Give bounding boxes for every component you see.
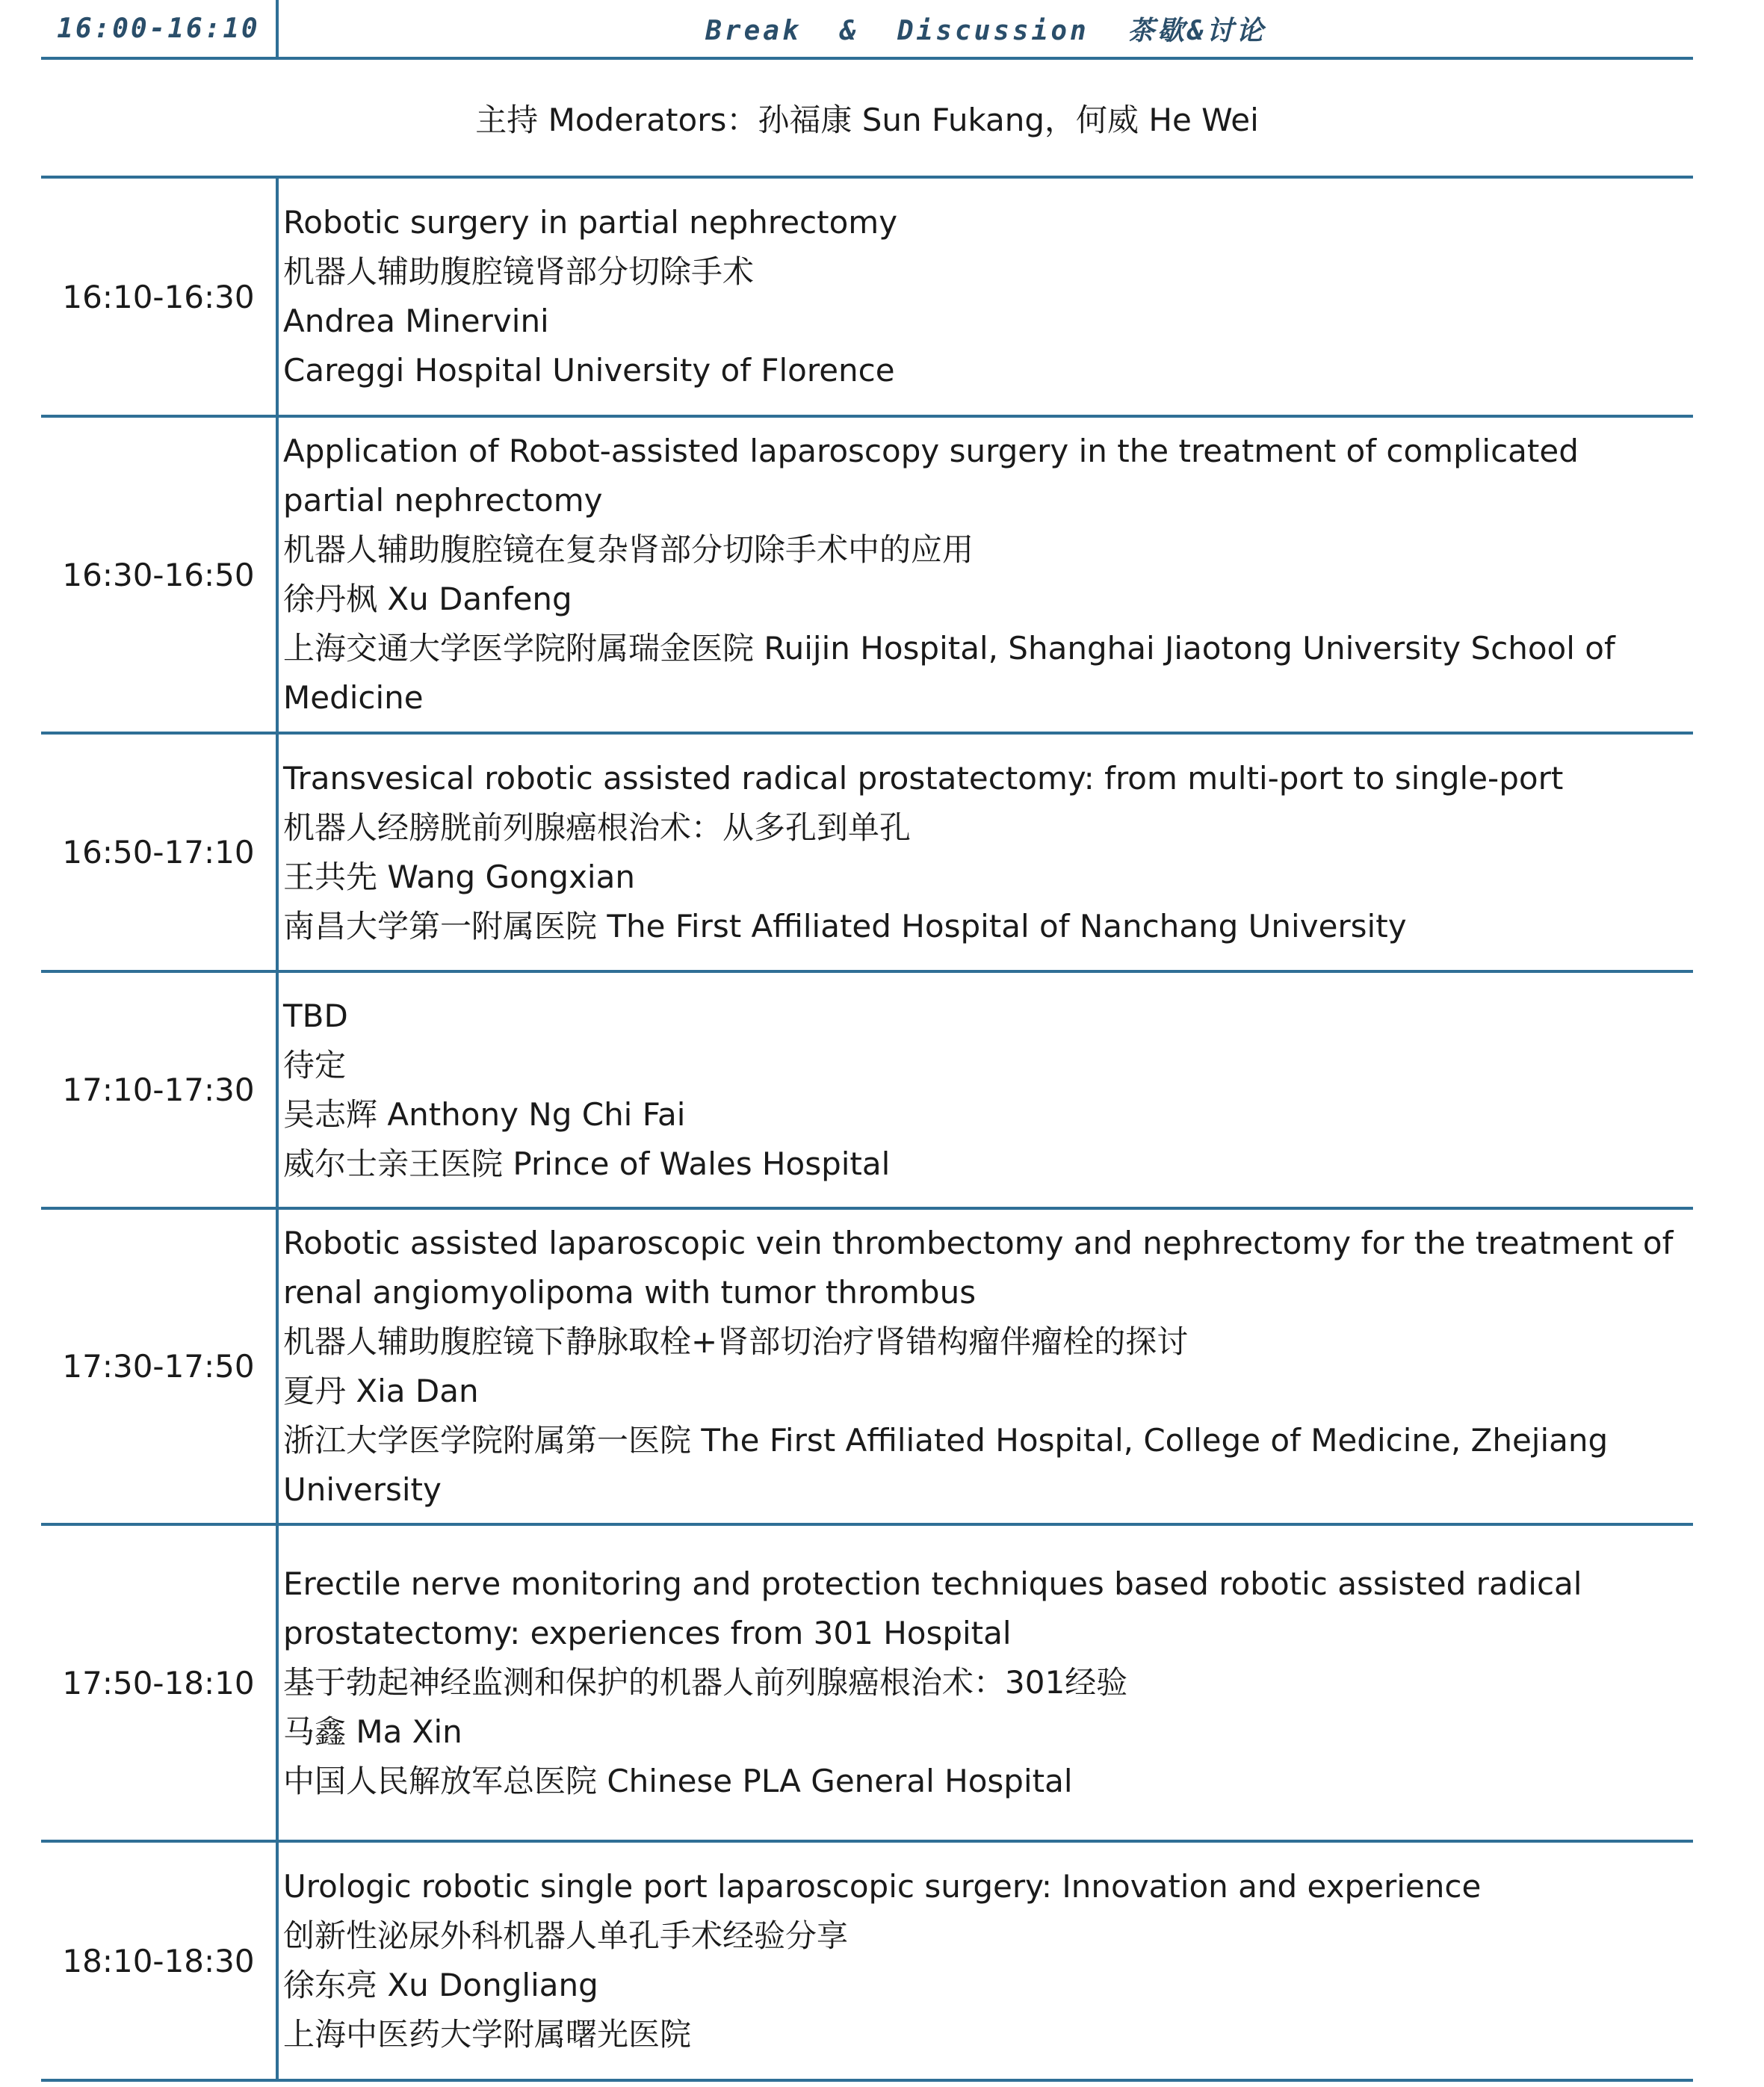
session-row xyxy=(41,179,1693,415)
session-title-cn: 创新性泌尿外科机器人单孔手术经验分享 xyxy=(283,1917,849,1954)
speaker: Andrea Minervini xyxy=(283,303,549,339)
session-row xyxy=(41,1526,1693,1840)
table-rule xyxy=(41,176,1693,179)
session-time: 18:10-18:30 xyxy=(62,1942,255,1979)
session-title-cn: 机器人辅助腹腔镜肾部分切除手术 xyxy=(283,253,755,290)
session-title-cont: renal angiomyolipoma with tumor thrombus xyxy=(283,1273,977,1311)
session-title-cont: partial nephrectomy xyxy=(283,482,603,519)
speaker: 王共先 Wang Gongxian xyxy=(283,858,635,895)
session-time: 17:30-17:50 xyxy=(62,1348,255,1385)
column-divider xyxy=(276,0,279,57)
affiliation: Careggi Hospital University of Florence xyxy=(283,352,895,389)
session-row xyxy=(41,973,1693,1207)
session-title: Urologic robotic single port laparoscopic surgery: Innovation and experience xyxy=(283,1868,1482,1905)
affiliation: 上海中医药大学附属曙光医院 xyxy=(283,2016,692,2053)
table-rule xyxy=(41,415,1693,418)
affiliation: 浙江大学医学院附属第一医院 The First Affiliated Hospital, College of Medicine, Zhejiang xyxy=(283,1421,1609,1459)
speaker: 夏丹 Xia Dan xyxy=(283,1372,479,1409)
break-title: Break & Discussion 茶歇&讨论 xyxy=(705,15,1266,46)
table-rule xyxy=(41,2079,1693,2082)
session-content xyxy=(283,1210,1688,1523)
session-content xyxy=(283,973,1688,1207)
session-title: Robotic surgery in partial nephrectomy xyxy=(283,204,898,241)
table-rule xyxy=(41,1840,1693,1843)
session-title: Robotic assisted laparoscopic vein thrombectomy and nephrectomy for the treatment of xyxy=(283,1224,1674,1261)
session-content xyxy=(283,1526,1688,1840)
moderators-line: 主持 Moderators：孙福康 Sun Fukang，何威 He Wei xyxy=(475,101,1259,138)
table-rule xyxy=(41,1523,1693,1526)
affiliation-cont: University xyxy=(283,1471,442,1508)
session-title-cn: 待定 xyxy=(283,1046,347,1083)
session-title-cn: 基于勃起神经监测和保护的机器人前列腺癌根治术：301经验 xyxy=(283,1664,1128,1701)
table-rule xyxy=(41,970,1693,973)
session-content xyxy=(283,1843,1688,2079)
break-time: 16:00-16:10 xyxy=(57,13,260,44)
session-row xyxy=(41,418,1693,732)
affiliation: 威尔士亲王医院 Prince of Wales Hospital xyxy=(283,1145,891,1182)
session-content xyxy=(283,179,1688,415)
session-title: Application of Robot-assisted laparoscopy surgery in the treatment of complicated xyxy=(283,433,1579,469)
column-divider xyxy=(276,176,279,2082)
session-title-cont: prostatectomy: experiences from 301 Hospital xyxy=(283,1615,1012,1651)
session-title-cn: 机器人经膀胱前列腺癌根治术：从多孔到单孔 xyxy=(283,808,912,846)
session-title-cn: 机器人辅助腹腔镜下静脉取栓+肾部切治疗肾错构瘤伴瘤栓的探讨 xyxy=(283,1323,1189,1360)
table-rule xyxy=(41,732,1693,735)
session-time: 17:10-17:30 xyxy=(62,1072,255,1108)
session-content xyxy=(283,735,1688,970)
session-row xyxy=(41,1843,1693,2079)
session-row xyxy=(41,735,1693,970)
speaker: 马鑫 Ma Xin xyxy=(283,1713,462,1750)
speaker: 吴志辉 Anthony Ng Chi Fai xyxy=(283,1095,686,1133)
affiliation: 上海交通大学医学院附属瑞金医院 Ruijin Hospital, Shanghai Jiaotong University School of xyxy=(283,630,1615,667)
table-rule xyxy=(41,57,1693,60)
session-title-cn: 机器人辅助腹腔镜在复杂肾部分切除手术中的应用 xyxy=(283,531,974,568)
speaker: 徐丹枫 Xu Danfeng xyxy=(283,581,572,617)
session-time: 16:10-16:30 xyxy=(62,278,255,315)
session-title: Transvesical robotic assisted radical prostatectomy: from multi-port to single-port xyxy=(283,759,1564,797)
session-time: 16:50-17:10 xyxy=(62,834,255,871)
session-row xyxy=(41,1210,1693,1523)
affiliation: 中国人民解放军总医院 Chinese PLA General Hospital xyxy=(283,1763,1073,1799)
session-content xyxy=(283,418,1688,732)
session-title: TBD xyxy=(283,997,348,1034)
speaker: 徐东亮 Xu Dongliang xyxy=(283,1967,598,2003)
session-time: 17:50-18:10 xyxy=(62,1664,255,1701)
table-rule xyxy=(41,1207,1693,1210)
affiliation: 南昌大学第一附属医院 The First Affiliated Hospital of Nanchang University xyxy=(283,907,1407,944)
session-title: Erectile nerve monitoring and protection techniques based robotic assisted radical xyxy=(283,1565,1582,1602)
affiliation-cont: Medicine xyxy=(283,679,424,716)
session-time: 16:30-16:50 xyxy=(62,556,255,593)
